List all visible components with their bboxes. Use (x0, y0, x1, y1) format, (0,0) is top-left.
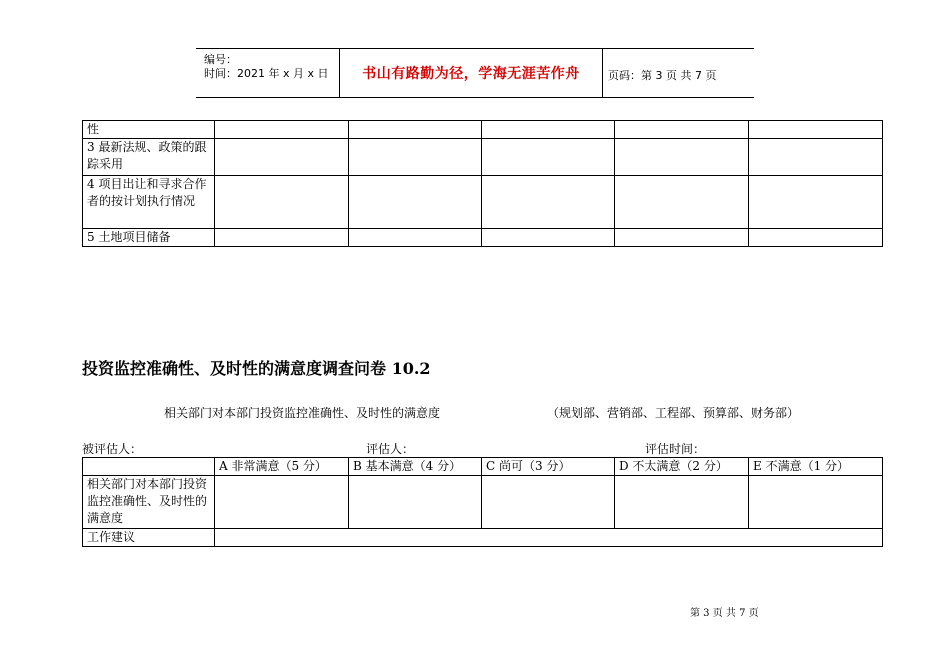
rating-cell[interactable] (349, 476, 482, 529)
table-row (83, 529, 883, 547)
header-divider-2 (602, 49, 603, 97)
suggestion-field[interactable] (215, 529, 883, 547)
page-footer: 第 3 页 共 7 页 (690, 608, 759, 619)
table-row (83, 121, 883, 139)
table-cell (349, 121, 482, 139)
table-cell (615, 139, 749, 176)
page-header (196, 48, 754, 98)
header-motto: 书山有路勤为径，学海无涯苦作舟 (362, 66, 580, 82)
row-label: 3 最新法规、政策的跟踪采用 (83, 139, 215, 176)
row-label: 性 (83, 121, 215, 139)
table-cell (749, 176, 883, 229)
row-label: 5 土地项目储备 (83, 229, 215, 247)
table-cell (215, 176, 349, 229)
row-label: 4 项目出让和寻求合作者的按计划执行情况 (83, 176, 215, 229)
rating-cell[interactable] (482, 476, 615, 529)
serial-number-label: 编号： (204, 53, 237, 66)
header-left (204, 53, 329, 81)
header-empty (83, 458, 215, 476)
rating-cell[interactable] (215, 476, 349, 529)
table-row (83, 139, 883, 176)
table-cell (215, 121, 349, 139)
section-title: 投资监控准确性、及时性的满意度调查问卷 10.2 (82, 359, 431, 378)
suggestion-label: 工作建议 (83, 529, 215, 547)
table-cell (615, 229, 749, 247)
header-very-satisfied: A 非常满意（5 分） (215, 458, 349, 476)
table-cell (349, 229, 482, 247)
table-header-row (83, 458, 883, 476)
rating-cell[interactable] (615, 476, 749, 529)
table-cell (349, 139, 482, 176)
table-cell (482, 229, 615, 247)
evaluation-time-label: 评估时间： (645, 442, 706, 456)
table-row (83, 476, 883, 529)
header-not-very-satisfied: D 不太满意（2 分） (615, 458, 749, 476)
satisfaction-survey-table (82, 457, 883, 547)
rating-cell[interactable] (749, 476, 883, 529)
header-dissatisfied: E 不满意（1 分） (749, 458, 883, 476)
table-row (83, 176, 883, 229)
table-cell (349, 176, 482, 229)
table-cell (482, 121, 615, 139)
table-row (83, 229, 883, 247)
department-list: （规划部、营销部、工程部、预算部、财务部） (547, 406, 800, 420)
table-cell (482, 176, 615, 229)
table-cell (215, 139, 349, 176)
table-cell (215, 229, 349, 247)
header-date: 时间：2021 年 x 月 x 日 (204, 67, 329, 80)
row-label: 相关部门对本部门投资监控准确性、及时性的满意度 (83, 476, 215, 529)
table-cell (749, 121, 883, 139)
header-acceptable: C 尚可（3 分） (482, 458, 615, 476)
table-cell (749, 229, 883, 247)
header-page-number: 页码：第 3 页 共 7 页 (608, 69, 717, 82)
table-cell (615, 176, 749, 229)
evaluation-table-continued (82, 120, 883, 247)
evaluator-label: 评估人： (366, 442, 415, 456)
table-cell (749, 139, 883, 176)
header-basically-satisfied: B 基本满意（4 分） (349, 458, 482, 476)
table-cell (615, 121, 749, 139)
table-cell (482, 139, 615, 176)
evaluated-person-label: 被评估人： (82, 442, 143, 456)
survey-subtitle: 相关部门对本部门投资监控准确性、及时性的满意度 (164, 406, 441, 420)
